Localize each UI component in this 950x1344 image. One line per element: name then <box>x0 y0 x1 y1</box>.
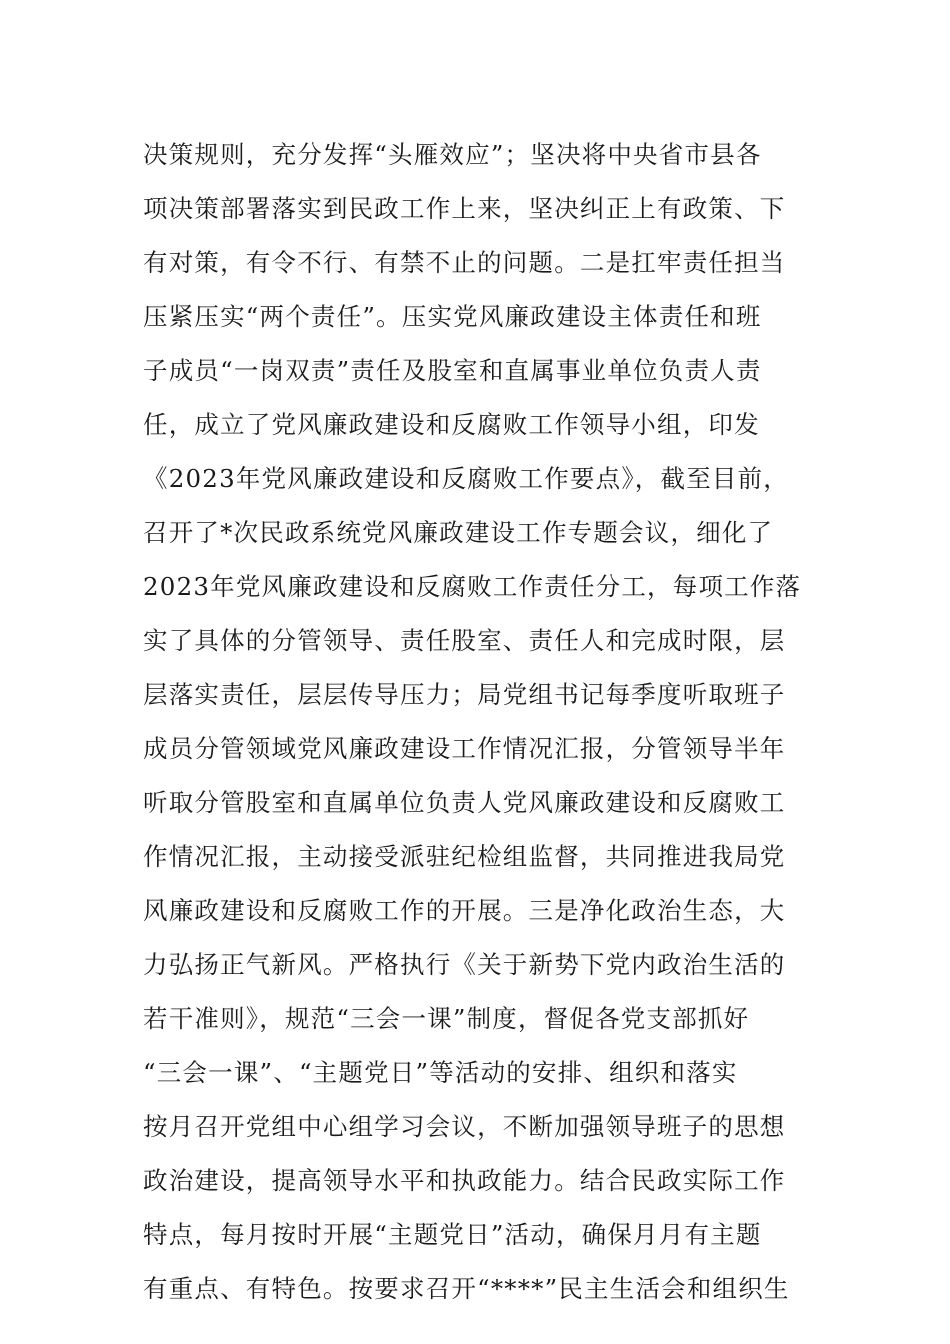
text-line: 成员分管领域党风廉政建设工作情况汇报，分管领导半年 <box>143 734 786 763</box>
text-line: 作情况汇报，主动接受派驻纪检组监督，共同推进我局党 <box>143 842 786 871</box>
text-line: 听取分管股室和直属单位负责人党风廉政建设和反腐败工 <box>143 788 786 817</box>
text-line: 有对策，有令不行、有禁不止的问题。二是扛牢责任担当 <box>143 248 786 277</box>
text-line: 任，成立了党风廉政建设和反腐败工作领导小组，印发 <box>143 410 760 439</box>
text-line: “三会一课”、“主题党日”等活动的安排、组织和落实 <box>143 1058 738 1087</box>
text-line: 力弘扬正气新风。严格执行《关于新势下党内政治生活的 <box>143 950 786 979</box>
text-line: 项决策部署落实到民政工作上来，坚决纠正上有政策、下 <box>143 194 786 223</box>
text-line: 政治建设，提高领导水平和执政能力。结合民政实际工作 <box>143 1166 786 1195</box>
text-line: 层落实责任，层层传导压力；局党组书记每季度听取班子 <box>143 680 786 709</box>
text-line: 特点，每月按时开展“主题党日”活动，确保月月有主题 <box>143 1220 762 1249</box>
text-line: 召开了*次民政系统党风廉政建设工作专题会议，细化了 <box>143 518 774 547</box>
body-paragraph <box>143 128 823 1316</box>
text-line: 2023年党风廉政建设和反腐败工作责任分工，每项工作落 <box>143 572 802 601</box>
text-line: 决策规则，充分发挥“头雁效应”；坚决将中央省市县各 <box>143 140 762 169</box>
text-line: 子成员“一岗双责”责任及股室和直属事业单位负责人责 <box>143 356 762 385</box>
text-line: 按月召开党组中心组学习会议，不断加强领导班子的思想 <box>143 1112 786 1141</box>
text-line: 压紧压实“两个责任”。压实党风廉政建设主体责任和班 <box>143 302 762 331</box>
text-line: 《2023年党风廉政建设和反腐败工作要点》，截至目前， <box>143 464 789 493</box>
text-line: 实了具体的分管领导、责任股室、责任人和完成时限，层 <box>143 626 786 655</box>
text-line: 若干准则》，规范“三会一课”制度，督促各党支部抓好 <box>143 1004 750 1033</box>
text-line: 风廉政建设和反腐败工作的开展。三是净化政治生态，大 <box>143 896 786 925</box>
text-line: 有重点、有特色。按要求召开“****”民主生活会和组织生 <box>143 1274 790 1303</box>
